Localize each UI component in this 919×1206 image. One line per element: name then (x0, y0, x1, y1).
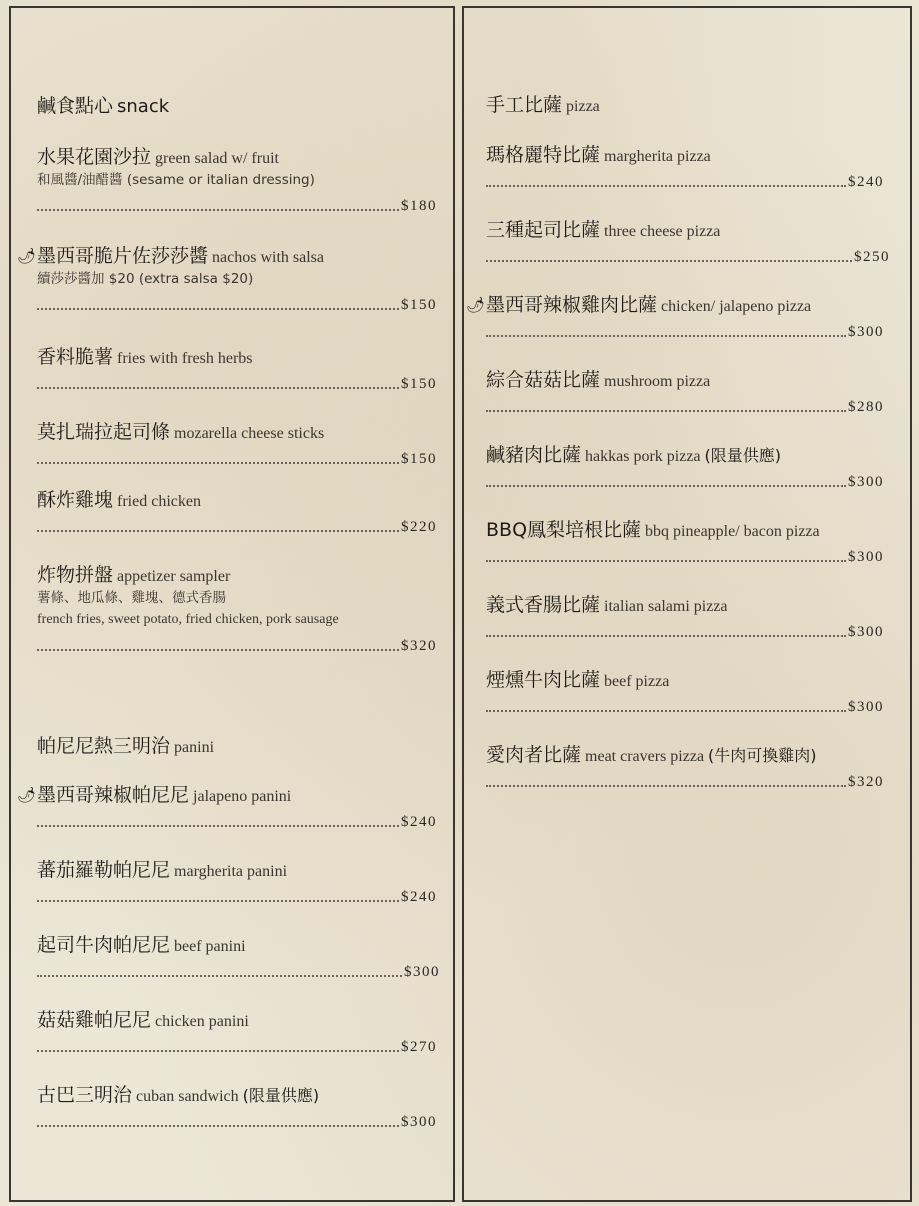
price-line (37, 196, 437, 216)
item-note: (牛肉可換雞肉) (708, 746, 817, 765)
item-name-zh: 香料脆薯 (37, 346, 114, 368)
price-line (486, 397, 884, 417)
section-title-zh: 帕尼尼熱三明治 (37, 735, 171, 757)
item-name-zh: 三種起司比薩 (486, 219, 601, 241)
item-name-zh: 愛肉者比薩 (486, 744, 582, 766)
item-name-en: meat cravers pizza (585, 748, 705, 765)
item-name-en: chicken/ jalapeno pizza (661, 298, 812, 315)
item-price: $300 (848, 699, 884, 715)
price-line (37, 887, 437, 907)
item-heading (37, 243, 324, 269)
price-line (37, 636, 437, 656)
item-name-zh: 綜合菇菇比薩 (486, 369, 601, 391)
item-description: 續莎莎醬加 $20 (extra salsa $20) (37, 271, 254, 287)
item-name-en: fries with fresh herbs (117, 350, 253, 367)
price-line (37, 962, 440, 982)
section-title-pizza (486, 92, 600, 118)
price-line (486, 247, 890, 267)
item-price: $320 (401, 638, 437, 654)
item-name-zh: 炸物拼盤 (37, 564, 114, 586)
price-line (486, 622, 884, 642)
section-title-en: panini (174, 739, 215, 756)
item-description: 薯條、地瓜條、雞塊、德式香腸 (37, 590, 226, 606)
dot-leader (486, 560, 846, 562)
item-name-zh: 古巴三明治 (37, 1084, 133, 1106)
item-price: $300 (401, 1114, 437, 1130)
item-name-en: green salad w/ fruit (155, 150, 279, 167)
item-name-en: margherita pizza (604, 148, 711, 165)
item-note: (限量供應) (704, 446, 782, 465)
item-heading (37, 144, 279, 170)
dot-leader (486, 410, 846, 412)
price-line (486, 547, 884, 567)
item-heading (37, 782, 291, 808)
price-line (37, 1037, 437, 1057)
item-price: $150 (401, 297, 437, 313)
item-price: $300 (404, 964, 440, 980)
dot-leader (37, 900, 399, 902)
spicy-icon: 🌶 (17, 247, 37, 265)
spicy-icon: 🌶 (466, 296, 486, 314)
section-title-zh: 鹹食點心 (37, 95, 114, 117)
section-title-zh: 手工比薩 (486, 94, 563, 116)
item-price: $300 (848, 624, 884, 640)
item-price: $270 (401, 1039, 437, 1055)
item-name-en: chicken panini (155, 1013, 249, 1030)
section-title-en: snack (117, 96, 170, 117)
item-name-en: jalapeno panini (193, 788, 292, 805)
item-name-zh: 義式香腸比薩 (486, 594, 601, 616)
item-name-en: italian salami pizza (604, 598, 728, 615)
item-name-en: three cheese pizza (604, 223, 721, 240)
dot-leader (37, 387, 399, 389)
price-line (37, 517, 437, 537)
item-name-zh: 莫扎瑞拉起司條 (37, 421, 171, 443)
dot-leader (486, 485, 846, 487)
item-heading (37, 932, 246, 958)
item-price: $300 (848, 549, 884, 565)
item-heading (486, 142, 711, 168)
price-line (37, 812, 437, 832)
item-name-en: hakkas pork pizza (585, 448, 701, 465)
item-heading (37, 419, 324, 445)
item-description: french fries, sweet potato, fried chicken, pork sausage (37, 612, 339, 627)
dot-leader (486, 335, 846, 337)
item-price: $150 (401, 451, 437, 467)
item-name-zh: 蕃茄羅勒帕尼尼 (37, 859, 171, 881)
item-name-en: beef pizza (604, 673, 670, 690)
item-heading (486, 442, 781, 468)
item-note: (限量供應) (242, 1086, 320, 1105)
item-name-zh: 水果花園沙拉 (37, 146, 152, 168)
price-line (37, 449, 437, 469)
price-line (486, 172, 884, 192)
dot-leader (486, 710, 846, 712)
item-price: $220 (401, 519, 437, 535)
item-name-en: fried chicken (117, 493, 201, 510)
item-name-en: mozarella cheese sticks (174, 425, 325, 442)
item-heading (37, 1007, 249, 1033)
price-line (37, 1112, 437, 1132)
item-name-zh: BBQ鳳梨培根比薩 (486, 519, 642, 541)
section-title-en: pizza (566, 98, 600, 115)
item-heading (37, 1082, 319, 1108)
item-name-zh: 墨西哥脆片佐莎莎醬 (37, 245, 209, 267)
item-price: $240 (848, 174, 884, 190)
item-name-zh: 煙燻牛肉比薩 (486, 669, 601, 691)
item-heading (37, 562, 230, 588)
item-heading (486, 517, 820, 543)
item-heading (486, 742, 817, 768)
item-heading (37, 857, 287, 883)
dot-leader (486, 635, 846, 637)
dot-leader (37, 975, 402, 977)
item-name-en: bbq pineapple/ bacon pizza (645, 523, 820, 540)
item-name-en: margherita panini (174, 863, 288, 880)
item-name-en: appetizer sampler (117, 568, 231, 585)
item-name-en: beef panini (174, 938, 246, 955)
price-line (486, 322, 884, 342)
item-heading (486, 592, 728, 618)
item-description: 和風醬/油醋醬 (sesame or italian dressing) (37, 172, 315, 188)
dot-leader (37, 1125, 399, 1127)
dot-leader (486, 185, 846, 187)
item-name-zh: 酥炸雞塊 (37, 489, 114, 511)
price-line (37, 295, 437, 315)
section-title-snack (37, 93, 169, 119)
item-name-zh: 菇菇雞帕尼尼 (37, 1009, 152, 1031)
item-price: $180 (401, 198, 437, 214)
dot-leader (37, 530, 399, 532)
item-price: $320 (848, 774, 884, 790)
item-price: $150 (401, 376, 437, 392)
item-heading (486, 667, 669, 693)
item-heading (486, 217, 720, 243)
dot-leader (37, 1050, 399, 1052)
item-price: $280 (848, 399, 884, 415)
dot-leader (37, 825, 399, 827)
dot-leader (37, 649, 399, 651)
dot-leader (37, 308, 399, 310)
item-heading (486, 292, 811, 318)
price-line (37, 374, 437, 394)
spicy-icon: 🌶 (17, 786, 37, 804)
item-name-zh: 鹹豬肉比薩 (486, 444, 582, 466)
item-heading (486, 367, 710, 393)
price-line (486, 697, 884, 717)
item-name-zh: 起司牛肉帕尼尼 (37, 934, 171, 956)
item-price: $240 (401, 889, 437, 905)
item-heading (37, 344, 253, 370)
item-name-zh: 瑪格麗特比薩 (486, 144, 601, 166)
dot-leader (37, 209, 399, 211)
item-heading (37, 487, 201, 513)
dot-leader (486, 785, 846, 787)
item-name-zh: 墨西哥辣椒帕尼尼 (37, 784, 190, 806)
price-line (486, 772, 884, 792)
item-price: $250 (854, 249, 890, 265)
item-name-en: nachos with salsa (212, 249, 324, 266)
dot-leader (37, 462, 399, 464)
item-price: $300 (848, 474, 884, 490)
price-line (486, 472, 884, 492)
item-name-en: cuban sandwich (136, 1088, 239, 1105)
dot-leader (486, 260, 852, 262)
section-title-panini (37, 733, 214, 759)
item-name-en: mushroom pizza (604, 373, 711, 390)
item-price: $300 (848, 324, 884, 340)
item-name-zh: 墨西哥辣椒雞肉比薩 (486, 294, 658, 316)
item-price: $240 (401, 814, 437, 830)
